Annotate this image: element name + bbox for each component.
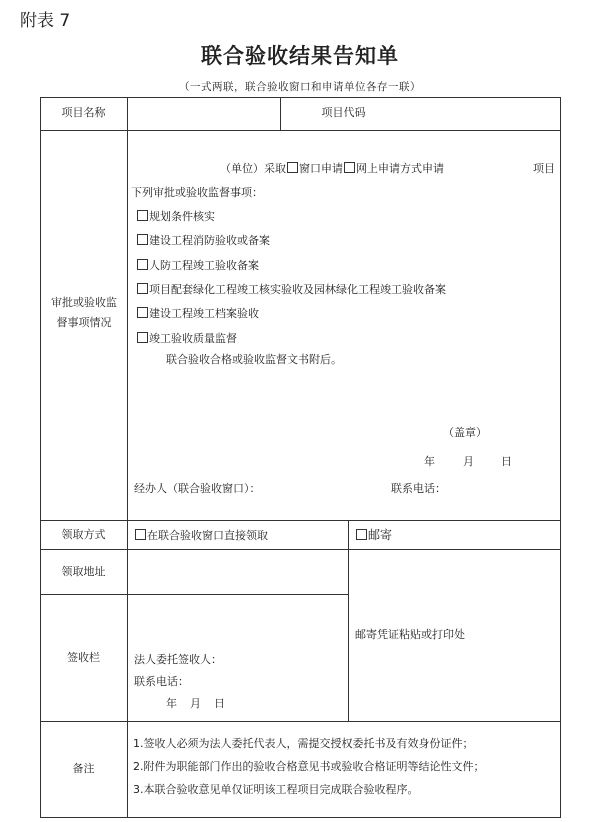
online-apply-checkbox[interactable] (344, 162, 355, 173)
matter-item (136, 210, 215, 224)
project-code-label: 项目代码 (321, 106, 366, 119)
intro-line-2: 下列审批或验收监督事项： (131, 186, 263, 199)
label-column-divider (127, 97, 128, 818)
remark-item: 1.签收人必须为法人委托代表人，需提交授权委托书及有效身份证件； (133, 737, 474, 750)
intro-line-1 (220, 162, 444, 176)
matter-checkbox[interactable] (137, 234, 148, 245)
date-month: 月 (463, 455, 474, 468)
matter-checkbox[interactable] (137, 283, 148, 294)
border-bottom (40, 817, 561, 818)
remarks-label: 备注 (72, 762, 95, 775)
border-left (40, 97, 41, 818)
matter-item-label: 规划条件核实 (149, 210, 215, 223)
remark-item: 2.附件为职能部门作出的验收合格意见书或验收合格证明等结论性文件； (133, 760, 485, 773)
pickup-option-mail (355, 528, 392, 542)
row-divider (40, 549, 561, 550)
handler-label: 经办人（联合验收窗口）： (134, 482, 261, 495)
row-divider (40, 130, 561, 131)
matter-item-label: 建设工程消防验收或备案 (149, 234, 270, 247)
border-right (560, 97, 561, 818)
matter-item (136, 307, 259, 321)
intro-project: 项目 (533, 162, 555, 175)
matter-item-label: 竣工验收质量监督 (149, 332, 237, 345)
window-apply-checkbox[interactable] (287, 162, 298, 173)
contact-label: 联系电话： (391, 482, 446, 495)
seal-label: （盖章） (443, 426, 487, 439)
intro-window: 窗口申请 (299, 162, 343, 175)
border-top (40, 97, 561, 98)
pickup-mail-label: 邮寄 (368, 528, 393, 542)
matter-checkbox[interactable] (137, 259, 148, 270)
matters-label: 审批或验收监督事项情况 (51, 296, 117, 329)
sign-date-day: 日 (214, 697, 225, 710)
matter-item-label: 项目配套绿化工程竣工核实验收及园林绿化工程竣工验收备案 (149, 283, 446, 296)
matter-checkbox[interactable] (137, 210, 148, 221)
date-year: 年 (424, 455, 435, 468)
intro-unit: （单位）采取 (220, 162, 286, 175)
row-divider (40, 594, 348, 595)
remark-item: 3.本联合验收意见单仅证明该工程项目完成联合验收程序。 (133, 783, 419, 796)
row-divider (40, 520, 561, 521)
pickup-method-label: 领取方式 (61, 528, 106, 541)
pickup-option-window (134, 529, 268, 543)
matter-item (136, 283, 446, 297)
sign-person-label: 法人委托签收人： (134, 653, 222, 666)
attachment-note: 联合验收合格或验收监督文书附后。 (166, 353, 342, 366)
date-day: 日 (501, 455, 512, 468)
matter-checkbox[interactable] (137, 332, 148, 343)
form-title: 联合验收结果告知单 (201, 44, 399, 68)
matter-item (136, 332, 237, 346)
pickup-address-label: 领取地址 (61, 565, 106, 578)
matter-item-label: 建设工程竣工档案验收 (149, 307, 259, 320)
pickup-mail-checkbox[interactable] (356, 529, 367, 540)
matter-item (136, 234, 270, 248)
sign-date-month: 月 (190, 697, 201, 710)
intro-online: 网上申请方式申请 (356, 162, 444, 175)
sign-date-year: 年 (166, 697, 177, 710)
column-divider (348, 520, 349, 722)
notice-form-table (40, 97, 561, 818)
row-divider (40, 721, 561, 722)
pickup-window-checkbox[interactable] (135, 529, 146, 540)
matter-checkbox[interactable] (137, 307, 148, 318)
project-name-label: 项目名称 (61, 106, 106, 119)
matter-item (136, 259, 259, 273)
signature-label: 签收栏 (67, 651, 100, 664)
appendix-label: 附表 7 (20, 11, 71, 31)
pickup-window-label: 在联合验收窗口直接领取 (147, 529, 268, 542)
mail-proof-area: 邮寄凭证粘贴或打印处 (355, 628, 465, 641)
matter-item-label: 人防工程竣工验收备案 (149, 259, 259, 272)
sign-contact-label: 联系电话： (134, 675, 189, 688)
form-subtitle: （一式两联，联合验收窗口和申请单位各存一联） (179, 81, 421, 93)
